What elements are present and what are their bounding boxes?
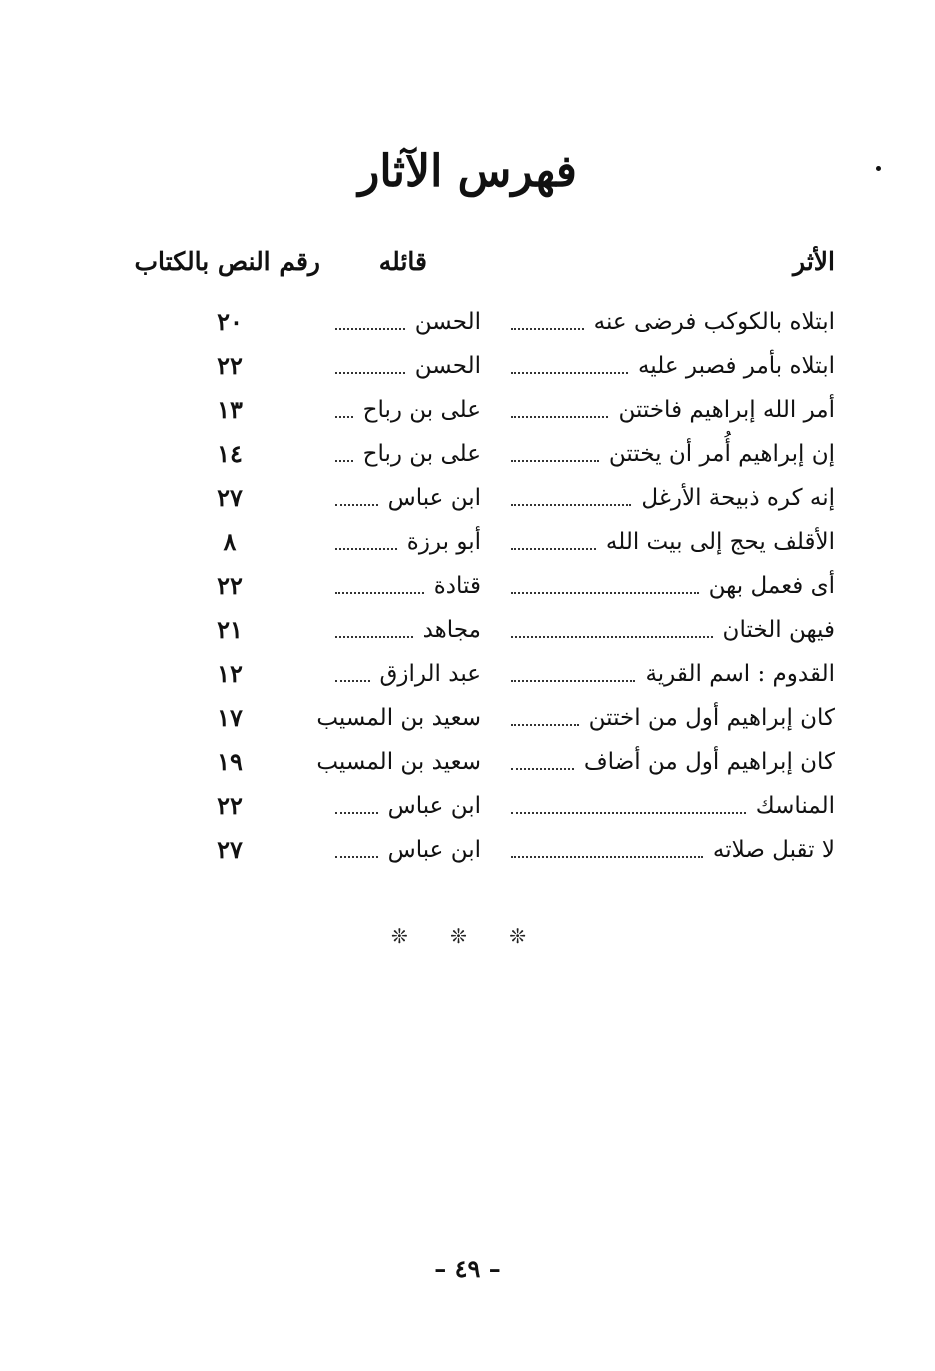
- qail-cell: [325, 432, 481, 476]
- dot-leader: [335, 591, 424, 594]
- dot-leader: [511, 503, 631, 506]
- table-row: [0, 300, 935, 344]
- athar-text: إنه كره ذبيحة الأرغل: [641, 485, 835, 511]
- athar-cell: [501, 388, 835, 432]
- athar-text: فيهن الختان: [722, 617, 835, 643]
- athar-cell: [501, 300, 835, 344]
- qail-text: الحسن: [414, 309, 481, 335]
- athar-cell: [501, 608, 835, 652]
- text-number-cell: ٢١: [217, 615, 243, 644]
- page-title: فهرس الآثار: [358, 146, 577, 197]
- qail-text: أبو برزة: [406, 529, 481, 555]
- column-headers: [0, 242, 935, 286]
- qail-cell: [316, 696, 481, 740]
- qail-text: سعيد بن المسيب: [316, 749, 481, 775]
- header-text-number: رقم النص بالكتاب: [134, 247, 320, 276]
- text-number-cell: ٢٢: [217, 571, 243, 600]
- text-number-cell: ٢٢: [217, 791, 243, 820]
- table-row: [0, 828, 935, 872]
- text-number-cell: ١٤: [217, 439, 243, 468]
- qail-text: ابن عباس: [387, 837, 481, 863]
- athar-text: ابتلاه بأمر فصبر عليه: [637, 353, 835, 379]
- table-row: [0, 740, 935, 784]
- text-number-cell: ٢٧: [217, 483, 243, 512]
- text-number-cell: ١٢: [217, 659, 243, 688]
- qail-cell: [316, 740, 481, 784]
- qail-text: الحسن: [414, 353, 481, 379]
- dot-leader: [335, 855, 378, 858]
- dot-leader: [511, 679, 635, 682]
- table-row: [0, 476, 935, 520]
- athar-text: كان إبراهيم أول من أضاف: [583, 749, 835, 775]
- table-row: [0, 652, 935, 696]
- dot-leader: [335, 503, 378, 506]
- athar-text: إن إبراهيم أُمر أن يختتن: [608, 441, 835, 467]
- athar-text: ابتلاه بالكوكب فرضى عنه: [593, 309, 835, 335]
- athar-text: المناسك: [755, 793, 835, 819]
- athar-cell: [501, 740, 835, 784]
- athar-cell: [501, 476, 835, 520]
- qail-text: ابن عباس: [387, 485, 481, 511]
- athar-cell: [501, 784, 835, 828]
- athar-cell: [501, 828, 835, 872]
- dot-leader: [511, 767, 574, 770]
- qail-text: مجاهد: [422, 617, 481, 643]
- dot-leader: [335, 679, 370, 682]
- dot-leader: [511, 371, 628, 374]
- dot-leader: [511, 327, 584, 330]
- table-row: [0, 344, 935, 388]
- dot-leader: [511, 415, 608, 418]
- qail-cell: [325, 652, 481, 696]
- qail-text: ابن عباس: [387, 793, 481, 819]
- text-number-cell: ٢٧: [217, 835, 243, 864]
- qail-text: سعيد بن المسيب: [316, 705, 481, 731]
- dot-leader: [335, 415, 353, 418]
- dot-leader: [335, 547, 397, 550]
- qail-cell: [325, 784, 481, 828]
- qail-cell: [325, 388, 481, 432]
- dot-leader: [511, 855, 703, 858]
- athar-cell: [501, 696, 835, 740]
- qail-cell: [325, 564, 481, 608]
- table-row: [0, 696, 935, 740]
- athar-text: القدوم : اسم القرية: [645, 661, 835, 687]
- header-athar: الأثر: [793, 247, 835, 276]
- qail-cell: [325, 608, 481, 652]
- text-number-cell: ١٣: [217, 395, 243, 424]
- qail-cell: [325, 520, 481, 564]
- table-row: [0, 432, 935, 476]
- table-row: [0, 388, 935, 432]
- dot-leader: [335, 811, 378, 814]
- dot-leader: [511, 635, 713, 638]
- athar-cell: [501, 344, 835, 388]
- qail-text: على بن رباح: [362, 397, 481, 423]
- athar-cell: [501, 564, 835, 608]
- athar-text: كان إبراهيم أول من اختتن: [588, 705, 835, 731]
- table-row: [0, 608, 935, 652]
- table-row: [0, 784, 935, 828]
- header-qail: قائله: [378, 247, 427, 276]
- dot-leader: [511, 723, 579, 726]
- qail-cell: [325, 828, 481, 872]
- qail-text: عبد الرازق: [379, 661, 481, 687]
- athar-text: أى فعمل بهن: [708, 573, 835, 599]
- qail-cell: [325, 476, 481, 520]
- text-number-cell: ١٩: [217, 747, 243, 776]
- page-number: – ٤٩ –: [434, 1254, 501, 1283]
- dot-leader: [511, 811, 746, 814]
- text-number-cell: ٢٢: [217, 351, 243, 380]
- dot-leader: [511, 591, 699, 594]
- qail-text: قتادة: [433, 573, 481, 599]
- index-table: [0, 300, 935, 872]
- qail-cell: [325, 344, 481, 388]
- athar-text: الأقلف يحج إلى بيت الله: [605, 529, 835, 555]
- dot-leader: [335, 371, 405, 374]
- table-row: [0, 564, 935, 608]
- athar-text: أمر الله إبراهيم فاختتن: [618, 397, 835, 423]
- text-number-cell: ٢٠: [217, 307, 243, 336]
- dot-leader: [511, 459, 599, 462]
- qail-text: على بن رباح: [362, 441, 481, 467]
- athar-text: لا تقبل صلاته: [712, 837, 835, 863]
- athar-cell: [501, 520, 835, 564]
- dot-leader: [335, 635, 413, 638]
- dot-leader: [335, 327, 405, 330]
- text-number-cell: ٨: [223, 527, 237, 556]
- separator-stars: ❊ ❊ ❊: [391, 924, 544, 948]
- dot-leader: [335, 459, 353, 462]
- qail-cell: [325, 300, 481, 344]
- athar-cell: [501, 432, 835, 476]
- dot-leader: [511, 547, 596, 550]
- athar-cell: [501, 652, 835, 696]
- text-number-cell: ١٧: [217, 703, 243, 732]
- table-row: [0, 520, 935, 564]
